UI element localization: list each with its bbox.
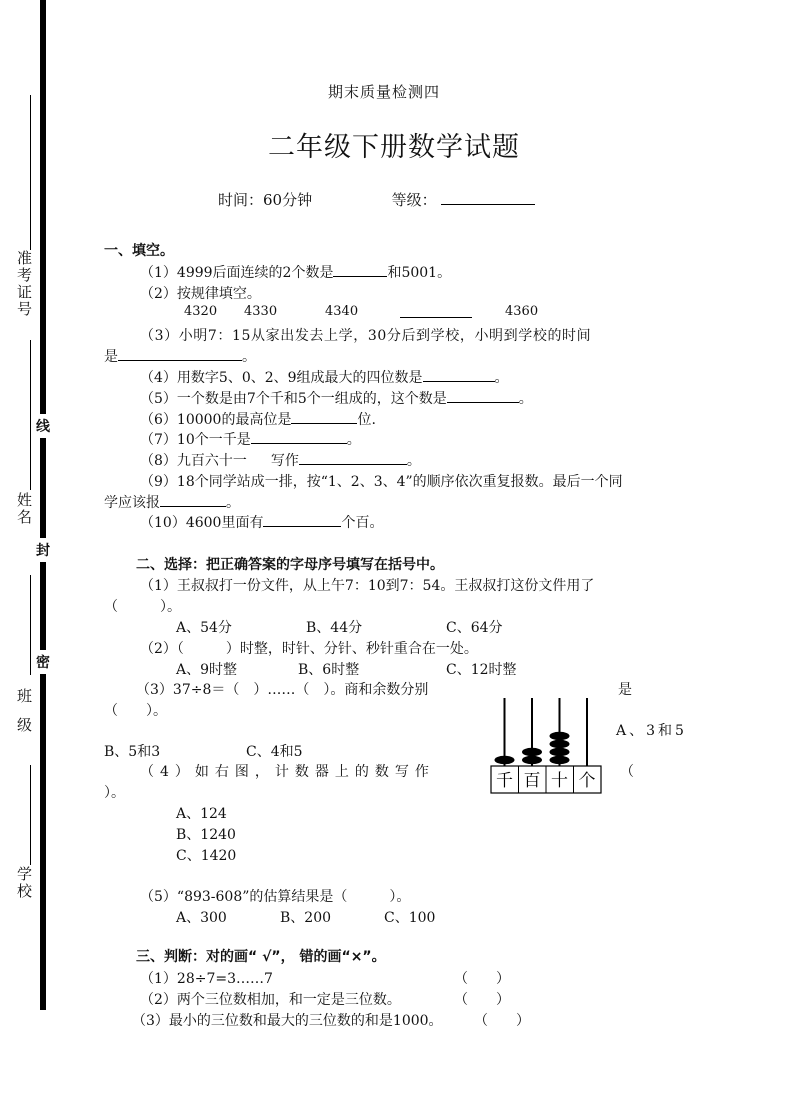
abacus-bead-tens (550, 740, 570, 748)
binding-line (40, 0, 46, 1010)
abacus-label-ones: 个 (578, 771, 596, 791)
school-label: 学校 (15, 866, 33, 900)
section3-heading: 三、判断：对的画“ √”， 错的画“×”。 (136, 949, 386, 965)
seq-blank[interactable] (400, 304, 472, 322)
s3-q1: （1）28÷7=3……7 (140, 971, 273, 987)
s1-q5-blank[interactable] (447, 389, 519, 403)
s3-q2-paren[interactable]: （ ） (454, 992, 510, 1008)
abacus-bead-tens (550, 748, 570, 756)
seq-1: 4320 (184, 304, 218, 319)
s2-q4-opt-a[interactable]: A、124 (176, 806, 227, 822)
class-rule (30, 575, 31, 675)
s2-q4-opt-b[interactable]: B、1240 (176, 827, 236, 843)
s1-q1: （1）4999后面连续的2个数是 和5001。 (140, 265, 452, 281)
s1-q8: （8）九百六十一 写作 。 (140, 453, 421, 469)
abacus-bead-thousands (495, 756, 515, 764)
s2-q1-opt-a[interactable]: A、54分 (176, 620, 232, 636)
abacus-rods (505, 698, 588, 766)
s2-q1-line2: （ ）。 (104, 599, 181, 615)
section1-heading: 一、填空。 (104, 243, 174, 259)
time-info (218, 189, 535, 210)
s1-q3-line2: 是 。 (104, 349, 256, 365)
name-label: 姓名 (15, 492, 33, 526)
abacus-label-hundreds: 百 (523, 771, 541, 791)
s2-q3-opt-c[interactable]: C、4和5 (246, 744, 303, 760)
exam-subtitle: 期末质量检测四 (328, 83, 441, 101)
s2-q4-line1: （4）如右图，计数器上的数写作 (140, 764, 435, 780)
s2-q2-opt-a[interactable]: A、9时整 (176, 662, 238, 678)
exam-id-rule (30, 95, 31, 250)
s1-q3-line1: （3）小明7：15从家出发去上学，30分后到学校，小明到学校的时间 (140, 328, 592, 344)
time-label: 时间：60分钟 (218, 191, 313, 209)
s1-q6: （6）10000的最高位是 位. (140, 412, 376, 428)
s1-q9-line2: 学应该报 。 (104, 495, 240, 511)
seal-secret-char: 密 (36, 650, 50, 674)
seq-4: 4360 (505, 304, 539, 319)
s3-q3: （3）最小的三位数和最大的三位数的和是1000。 (132, 1013, 443, 1029)
s2-q2: （2）（ ）时整，时针、分针、秒针重合在一处。 (140, 641, 478, 657)
s2-q2-opt-b[interactable]: B、6时整 (298, 662, 360, 678)
s3-q2: （2）两个三位数相加，和一定是三位数。 (140, 992, 401, 1008)
s3-q1-paren[interactable]: （ ） (454, 971, 510, 987)
s1-q4: （4）用数字5、0、2、9组成最大的四位数是 。 (140, 370, 509, 386)
abacus-bead-tens (550, 756, 570, 764)
s1-q9-line1: （9）18个同学站成一排，按“1、2、3、4”的顺序依次重复报数。最后一个同 (140, 474, 623, 490)
s2-q1-opt-c[interactable]: C、64分 (446, 620, 503, 636)
s2-q3-line2: （ ）。 (104, 703, 167, 719)
seq-3: 4340 (325, 304, 359, 319)
abacus-bead-tens (550, 732, 570, 740)
abacus-figure (490, 696, 602, 794)
grade-blank[interactable] (441, 191, 535, 205)
s2-q1-line1: （1）王叔叔打一份文件，从上午7：10到7：54。王叔叔打这份文件用了 (140, 578, 595, 594)
s1-q6-blank[interactable] (291, 410, 357, 424)
s1-q10-blank[interactable] (263, 513, 341, 527)
s1-q8-blank[interactable] (299, 451, 407, 465)
s2-q4-line1-end: （ (620, 764, 634, 780)
s1-q2: （2）按规律填空。 (140, 286, 261, 302)
abacus-bead-hundreds (522, 748, 542, 756)
abacus-bead-hundreds (522, 756, 542, 764)
exam-title: 二年级下册数学试题 (268, 132, 520, 163)
s2-q5-opt-c[interactable]: C、100 (384, 910, 436, 926)
section2-heading: 二、选择：把正确答案的字母序号填写在括号中。 (136, 557, 444, 573)
s2-q3-line1-end: 是 (618, 682, 632, 698)
s1-q1-blank[interactable] (333, 263, 387, 277)
s1-q5: （5）一个数是由7个千和5个一组成的，这个数是 。 (140, 391, 533, 407)
s2-q3-opt-b[interactable]: B、5和3 (104, 744, 161, 760)
school-rule (30, 765, 31, 865)
abacus-label-tens: 十 (551, 771, 568, 791)
s2-q5-opt-a[interactable]: A、300 (176, 910, 227, 926)
s1-q7-blank[interactable] (251, 430, 347, 444)
s2-q3-line1: （3）37÷8＝（ ）……（ ）。商和余数分别 (136, 682, 429, 698)
s1-q4-blank[interactable] (423, 368, 495, 382)
exam-id-label: 准考证号 (15, 250, 33, 318)
seq-2: 4330 (244, 304, 278, 319)
name-rule (30, 340, 31, 490)
s1-q7: （7）10个一千是 。 (140, 432, 361, 448)
abacus-label-thousands: 千 (496, 771, 513, 791)
s1-q9-blank[interactable] (160, 493, 226, 507)
s2-q4-opt-c[interactable]: C、1420 (176, 848, 237, 864)
s2-q3-opt-a[interactable]: A、3和5 (616, 723, 687, 739)
grade-label: 等级： (391, 191, 437, 209)
s3-q3-paren[interactable]: （ ） (474, 1013, 530, 1029)
s1-q10: （10）4600里面有 个百。 (140, 515, 384, 531)
s2-q2-opt-c[interactable]: C、12时整 (446, 662, 517, 678)
class-label: 班级 (15, 688, 33, 746)
s1-q3-blank[interactable] (118, 347, 242, 361)
seal-line-char: 线 (36, 414, 50, 438)
s2-q5: （5）“893-608”的估算结果是（ ）。 (140, 889, 411, 905)
s2-q5-opt-b[interactable]: B、200 (280, 910, 332, 926)
s2-q1-opt-b[interactable]: B、44分 (306, 620, 363, 636)
seal-seal-char: 封 (36, 538, 50, 562)
s2-q4-line2: ）。 (104, 785, 125, 801)
